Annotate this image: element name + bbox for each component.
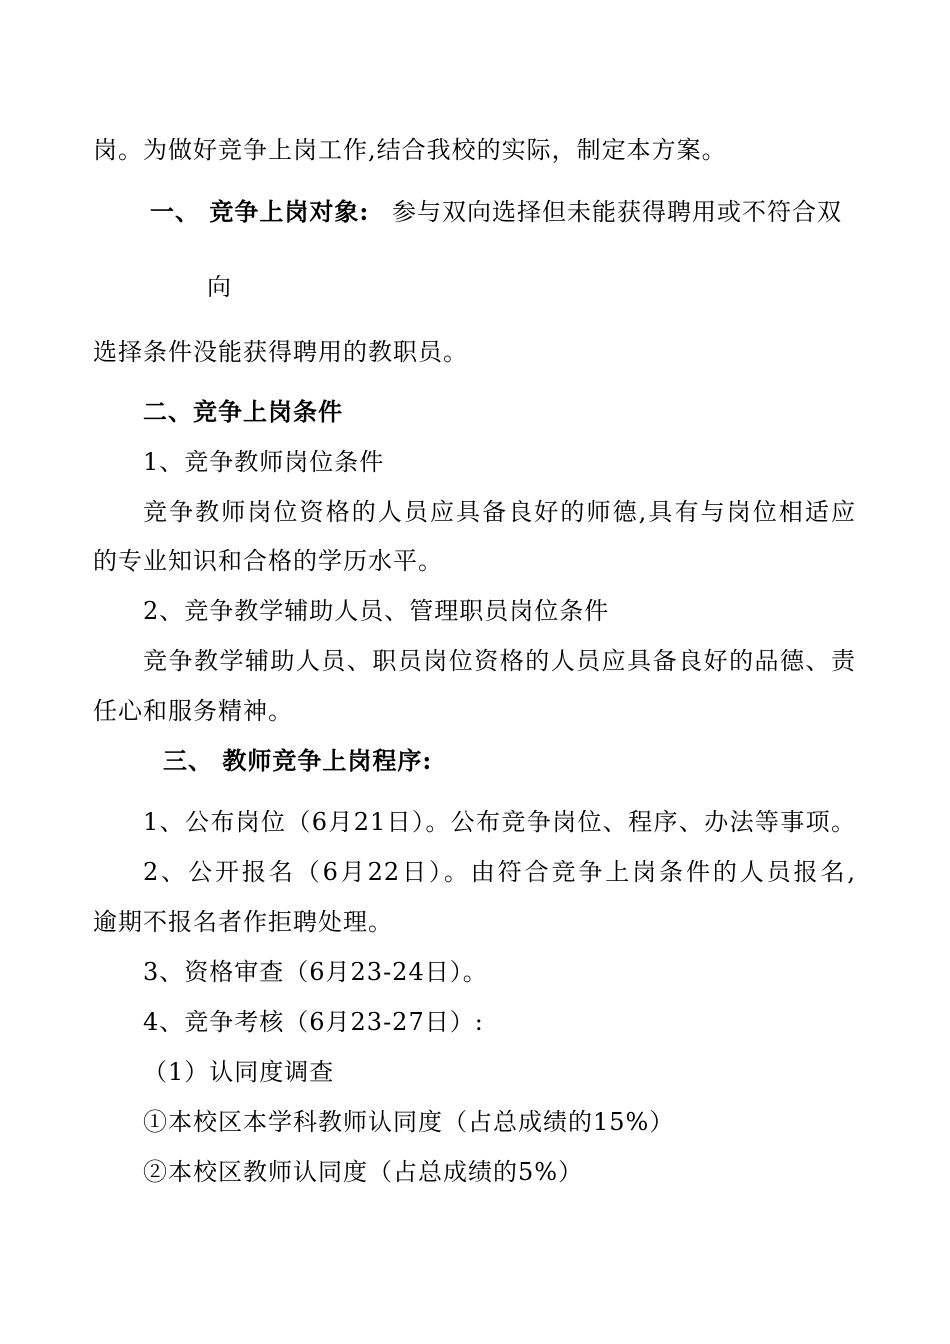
section2-heading: 二、竞争上岗条件 (143, 397, 343, 426)
intro-tail-text: 岗。为做好竞争上岗工作,结合我校的实际，制定本方案。 (93, 136, 727, 164)
section3-heading: 三、 教师竞争上岗程序: (163, 746, 433, 775)
section1-text-line3: 选择条件没能获得聘用的教职员。 (93, 338, 468, 366)
section3-sub1-a: ①本校区本学科教师认同度（占总成绩的15%） (143, 1108, 675, 1136)
section1-heading: 一、 竞争上岗对象: (150, 197, 370, 226)
section3-step2-line1: 2、公开报名（6月22日）。由符合竞争上岗条件的人员报名, (143, 858, 856, 886)
section3-step4: 4、竞争考核（6月23-27日）: (143, 1008, 484, 1036)
section2-item1-text-line1: 竞争教师岗位资格的人员应具备良好的师德,具有与岗位相适应 (143, 498, 856, 526)
section3-sub1: （1）认同度调查 (143, 1058, 335, 1086)
section1-text-line2: 向 (207, 273, 232, 301)
section3-sub1-b: ②本校区教师认同度（占总成绩的5%） (143, 1158, 584, 1186)
section2-item2-text-line2: 任心和服务精神。 (93, 697, 293, 725)
section3-step2-line2: 逾期不报名者作拒聘处理。 (93, 908, 393, 936)
section2-item2-text-line1: 竞争教学辅助人员、职员岗位资格的人员应具备良好的品德、责 (143, 647, 856, 675)
section2-item1-title: 1、竞争教师岗位条件 (143, 448, 385, 476)
section2-item1-text-line2: 的专业知识和合格的学历水平。 (93, 547, 443, 575)
section3-step3: 3、资格审查（6月23-24日）。 (143, 958, 488, 986)
section1-text-line1: 参与双向选择但未能获得聘用或不符合双 (392, 198, 842, 226)
section2-item2-title: 2、竞争教学辅助人员、管理职员岗位条件 (143, 597, 610, 625)
section3-step1: 1、公布岗位（6月21日）。公布竞争岗位、程序、办法等事项。 (143, 808, 856, 836)
